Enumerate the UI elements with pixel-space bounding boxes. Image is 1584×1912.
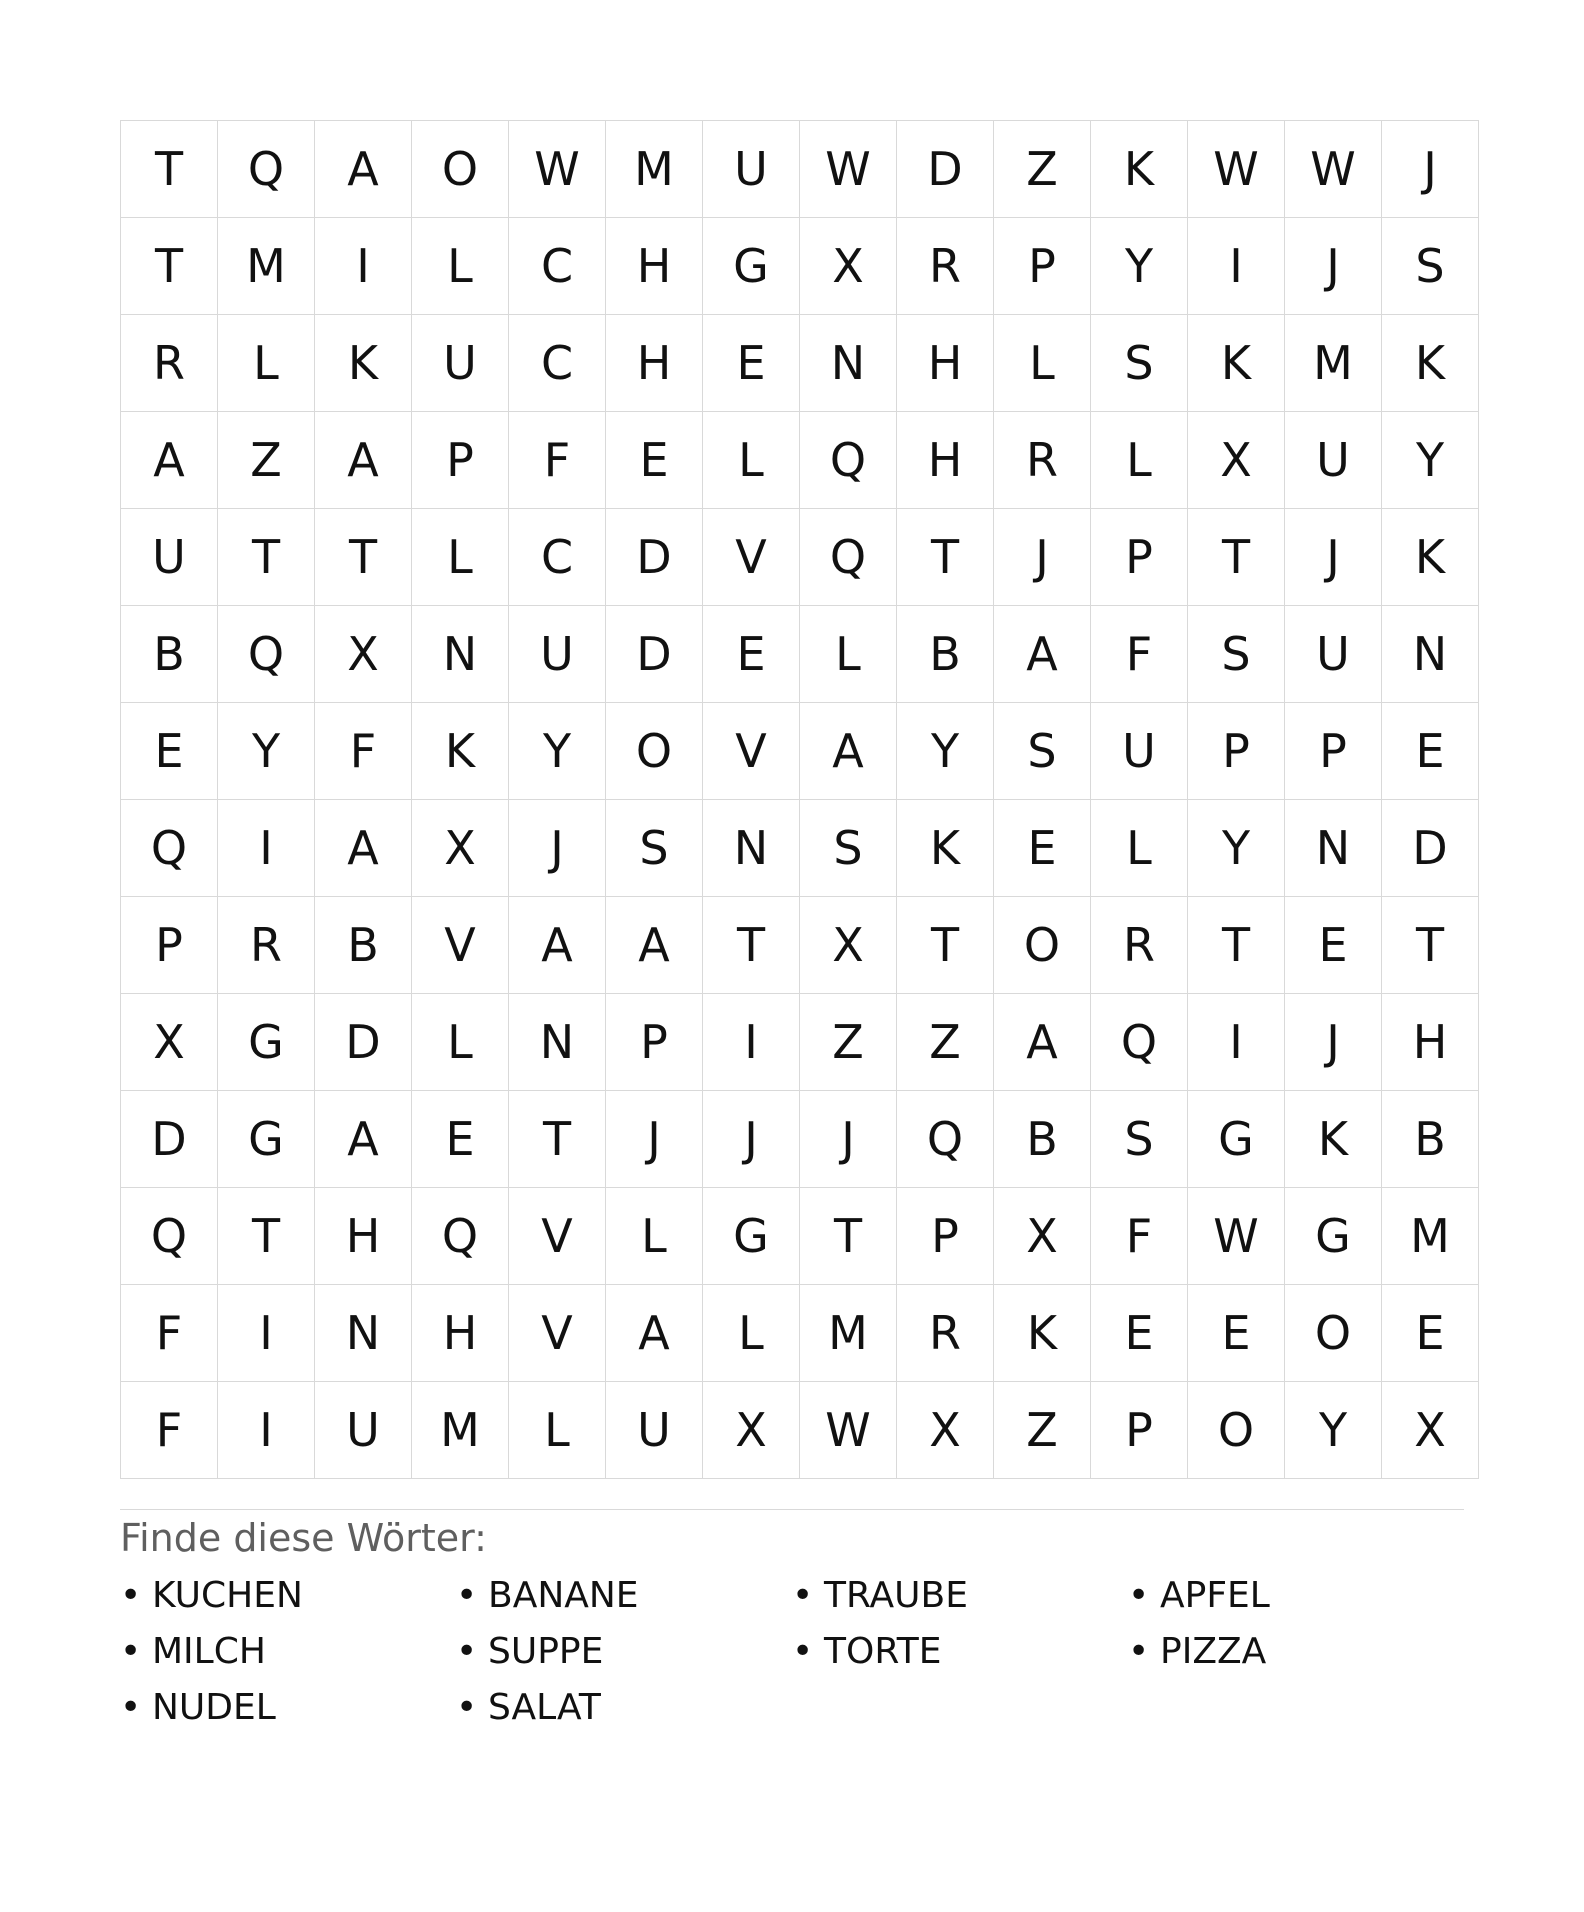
grid-cell[interactable]: B (1382, 1091, 1479, 1188)
grid-cell[interactable]: G (1285, 1188, 1382, 1285)
grid-cell[interactable]: A (994, 994, 1091, 1091)
grid-cell[interactable]: L (509, 1382, 606, 1479)
grid-cell[interactable]: K (897, 800, 994, 897)
grid-cell[interactable]: R (218, 897, 315, 994)
grid-cell[interactable]: T (315, 509, 412, 606)
grid-cell[interactable]: Q (218, 121, 315, 218)
word-list-item (792, 1576, 1128, 1616)
grid-cell[interactable]: C (509, 315, 606, 412)
grid-cell[interactable]: T (1382, 897, 1479, 994)
grid-cell[interactable]: I (218, 1285, 315, 1382)
grid-cell[interactable]: S (606, 800, 703, 897)
grid-cell[interactable]: T (509, 1091, 606, 1188)
grid-cell[interactable]: L (412, 509, 509, 606)
grid-cell[interactable]: X (703, 1382, 800, 1479)
grid-cell[interactable]: Q (800, 412, 897, 509)
grid-row (121, 606, 1479, 703)
grid-cell[interactable]: Y (1382, 412, 1479, 509)
grid-cell[interactable]: L (994, 315, 1091, 412)
grid-cell[interactable]: H (1382, 994, 1479, 1091)
bullet-icon: • (1128, 1631, 1150, 1672)
grid-cell[interactable]: M (1382, 1188, 1479, 1285)
grid-cell[interactable]: U (412, 315, 509, 412)
grid-row (121, 800, 1479, 897)
grid-cell[interactable]: J (994, 509, 1091, 606)
grid-cell[interactable]: O (1285, 1285, 1382, 1382)
grid-cell[interactable]: C (509, 218, 606, 315)
grid-cell[interactable]: U (1091, 703, 1188, 800)
bullet-icon: • (120, 1575, 142, 1616)
grid-cell[interactable]: J (606, 1091, 703, 1188)
grid-cell[interactable]: B (994, 1091, 1091, 1188)
grid-cell[interactable]: A (606, 897, 703, 994)
grid-cell[interactable]: L (218, 315, 315, 412)
grid-cell[interactable]: B (315, 897, 412, 994)
grid-cell[interactable]: P (121, 897, 218, 994)
grid-cell[interactable]: V (703, 509, 800, 606)
grid-cell[interactable]: W (509, 121, 606, 218)
word-label: APFEL (1160, 1575, 1270, 1616)
grid-cell[interactable]: W (800, 121, 897, 218)
grid-cell[interactable]: K (1091, 121, 1188, 218)
grid-cell[interactable]: Y (509, 703, 606, 800)
grid-cell[interactable]: D (1382, 800, 1479, 897)
grid-cell[interactable]: Y (1285, 1382, 1382, 1479)
grid-cell[interactable]: S (800, 800, 897, 897)
grid-cell[interactable]: A (315, 800, 412, 897)
grid-cell[interactable]: Q (121, 1188, 218, 1285)
grid-row (121, 703, 1479, 800)
grid-cell[interactable]: H (897, 412, 994, 509)
bullet-icon: • (792, 1631, 814, 1672)
grid-cell[interactable]: X (121, 994, 218, 1091)
word-label: KUCHEN (152, 1575, 303, 1616)
grid-cell[interactable]: F (121, 1382, 218, 1479)
grid-cell[interactable]: K (1285, 1091, 1382, 1188)
grid-cell[interactable]: A (315, 1091, 412, 1188)
grid-cell[interactable]: Q (800, 509, 897, 606)
grid-cell[interactable]: J (1285, 509, 1382, 606)
word-label: SUPPE (488, 1631, 604, 1672)
grid-cell[interactable]: N (315, 1285, 412, 1382)
word-list-item (456, 1632, 792, 1672)
grid-cell[interactable]: P (412, 412, 509, 509)
grid-cell[interactable]: V (412, 897, 509, 994)
grid-cell[interactable]: E (1382, 1285, 1479, 1382)
grid-cell[interactable]: D (606, 509, 703, 606)
grid-cell[interactable]: Q (121, 800, 218, 897)
word-list-item (456, 1688, 792, 1728)
grid-cell[interactable]: K (1382, 315, 1479, 412)
grid-cell[interactable]: E (1285, 897, 1382, 994)
grid-cell[interactable]: S (1382, 218, 1479, 315)
grid-cell[interactable]: J (703, 1091, 800, 1188)
grid-cell[interactable]: U (509, 606, 606, 703)
grid-cell[interactable]: R (121, 315, 218, 412)
grid-cell[interactable]: P (1188, 703, 1285, 800)
grid-cell[interactable]: P (994, 218, 1091, 315)
grid-cell[interactable]: S (1091, 1091, 1188, 1188)
bullet-icon: • (120, 1687, 142, 1728)
grid-cell[interactable]: A (121, 412, 218, 509)
grid-cell[interactable]: D (121, 1091, 218, 1188)
grid-cell[interactable]: R (1091, 897, 1188, 994)
word-list-item (1128, 1576, 1464, 1616)
grid-cell[interactable]: B (897, 606, 994, 703)
grid-cell[interactable]: T (897, 897, 994, 994)
grid-cell[interactable]: L (1091, 800, 1188, 897)
grid-cell[interactable]: X (1188, 412, 1285, 509)
grid-row (121, 315, 1479, 412)
grid-cell[interactable]: U (606, 1382, 703, 1479)
word-list-item (120, 1576, 456, 1616)
word-list (120, 1576, 1464, 1728)
grid-cell[interactable]: H (315, 1188, 412, 1285)
grid-cell[interactable]: S (1188, 606, 1285, 703)
grid-cell[interactable]: P (1285, 703, 1382, 800)
word-list-item (792, 1632, 1128, 1672)
grid-cell[interactable]: U (1285, 412, 1382, 509)
grid-cell[interactable]: U (1285, 606, 1382, 703)
grid-cell[interactable]: T (897, 509, 994, 606)
grid-row (121, 218, 1479, 315)
grid-cell[interactable]: X (1382, 1382, 1479, 1479)
grid-cell[interactable]: F (121, 1285, 218, 1382)
grid-cell[interactable]: Y (1091, 218, 1188, 315)
grid-cell[interactable]: X (412, 800, 509, 897)
grid-cell[interactable]: E (121, 703, 218, 800)
grid-cell[interactable]: A (315, 121, 412, 218)
bullet-icon: • (456, 1575, 478, 1616)
grid-cell[interactable]: F (1091, 1188, 1188, 1285)
grid-cell[interactable]: H (412, 1285, 509, 1382)
grid-cell[interactable]: K (412, 703, 509, 800)
grid-cell[interactable]: T (703, 897, 800, 994)
grid-cell[interactable]: P (897, 1188, 994, 1285)
grid-cell[interactable]: J (1285, 218, 1382, 315)
grid-cell[interactable]: K (1382, 509, 1479, 606)
grid-cell[interactable]: W (800, 1382, 897, 1479)
grid-cell[interactable]: K (994, 1285, 1091, 1382)
grid-cell[interactable]: F (315, 703, 412, 800)
word-label: SALAT (488, 1687, 601, 1728)
grid-cell[interactable]: X (800, 218, 897, 315)
word-label: BANANE (488, 1575, 639, 1616)
grid-cell[interactable]: M (1285, 315, 1382, 412)
grid-cell[interactable]: R (897, 218, 994, 315)
grid-cell[interactable]: G (1188, 1091, 1285, 1188)
grid-cell[interactable]: Q (1091, 994, 1188, 1091)
grid-cell[interactable]: U (315, 1382, 412, 1479)
grid-cell[interactable]: U (703, 121, 800, 218)
word-list-item (456, 1576, 792, 1616)
grid-cell[interactable]: O (412, 121, 509, 218)
grid-cell[interactable]: X (994, 1188, 1091, 1285)
grid-cell[interactable]: A (994, 606, 1091, 703)
grid-cell[interactable]: Z (800, 994, 897, 1091)
grid-cell[interactable]: T (121, 218, 218, 315)
grid-cell[interactable]: L (800, 606, 897, 703)
grid-cell[interactable]: E (703, 315, 800, 412)
grid-cell[interactable]: H (606, 315, 703, 412)
grid-row (121, 412, 1479, 509)
grid-cell[interactable]: H (897, 315, 994, 412)
grid-cell[interactable]: Q (218, 606, 315, 703)
grid-cell[interactable]: Q (412, 1188, 509, 1285)
word-list-item (120, 1632, 456, 1672)
grid-cell[interactable]: I (1188, 994, 1285, 1091)
grid-cell[interactable]: J (1285, 994, 1382, 1091)
grid-cell[interactable]: J (800, 1091, 897, 1188)
grid-cell[interactable]: J (509, 800, 606, 897)
grid-cell[interactable]: C (509, 509, 606, 606)
grid-cell[interactable]: Y (897, 703, 994, 800)
grid-cell[interactable]: B (121, 606, 218, 703)
grid-cell[interactable]: R (994, 412, 1091, 509)
grid-cell[interactable]: A (800, 703, 897, 800)
grid-cell[interactable]: L (412, 218, 509, 315)
grid-cell[interactable]: Z (994, 121, 1091, 218)
grid-cell[interactable]: O (1188, 1382, 1285, 1479)
grid-row (121, 1188, 1479, 1285)
grid-cell[interactable]: A (606, 1285, 703, 1382)
grid-cell[interactable]: N (800, 315, 897, 412)
grid-cell[interactable]: H (606, 218, 703, 315)
grid-cell[interactable]: E (1091, 1285, 1188, 1382)
grid-cell[interactable]: P (606, 994, 703, 1091)
grid-cell[interactable]: X (800, 897, 897, 994)
grid-cell[interactable]: S (1091, 315, 1188, 412)
grid-cell[interactable]: Z (897, 994, 994, 1091)
grid-cell[interactable]: I (218, 800, 315, 897)
grid-cell[interactable]: T (1188, 509, 1285, 606)
grid-cell[interactable]: V (509, 1285, 606, 1382)
grid-cell[interactable]: T (218, 509, 315, 606)
grid-cell[interactable]: Z (218, 412, 315, 509)
grid-cell[interactable]: N (703, 800, 800, 897)
grid-row (121, 994, 1479, 1091)
grid-cell[interactable]: L (703, 1285, 800, 1382)
grid-cell[interactable]: J (1382, 121, 1479, 218)
grid-cell[interactable]: F (1091, 606, 1188, 703)
grid-cell[interactable]: D (606, 606, 703, 703)
grid-row (121, 121, 1479, 218)
bullet-icon: • (1128, 1575, 1150, 1616)
grid-cell[interactable]: G (703, 1188, 800, 1285)
grid-cell[interactable]: T (218, 1188, 315, 1285)
word-label: MILCH (152, 1631, 266, 1672)
grid-cell[interactable]: E (703, 606, 800, 703)
word-label: NUDEL (152, 1687, 276, 1728)
grid-cell[interactable]: Y (218, 703, 315, 800)
grid-cell[interactable]: N (1382, 606, 1479, 703)
grid-cell[interactable]: X (315, 606, 412, 703)
grid-cell[interactable]: A (315, 412, 412, 509)
grid-cell[interactable]: I (315, 218, 412, 315)
grid-cell[interactable]: P (1091, 509, 1188, 606)
grid-cell[interactable]: T (121, 121, 218, 218)
grid-cell[interactable]: E (1188, 1285, 1285, 1382)
grid-cell[interactable]: D (897, 121, 994, 218)
grid-cell[interactable]: N (412, 606, 509, 703)
grid-row (121, 1091, 1479, 1188)
grid-cell[interactable]: Q (897, 1091, 994, 1188)
grid-row (121, 897, 1479, 994)
grid-cell[interactable]: I (703, 994, 800, 1091)
grid-cell[interactable]: M (412, 1382, 509, 1479)
grid-row (121, 1285, 1479, 1382)
grid-cell[interactable]: N (1285, 800, 1382, 897)
grid-row (121, 1382, 1479, 1479)
bullet-icon: • (456, 1687, 478, 1728)
grid-cell[interactable]: R (897, 1285, 994, 1382)
grid-cell[interactable]: I (218, 1382, 315, 1479)
grid-cell[interactable]: Z (994, 1382, 1091, 1479)
grid-cell[interactable]: L (606, 1188, 703, 1285)
grid-cell[interactable]: K (315, 315, 412, 412)
instruction-text: Finde diese Wörter: (120, 1516, 487, 1560)
bullet-icon: • (456, 1631, 478, 1672)
grid-cell[interactable]: M (606, 121, 703, 218)
word-label: PIZZA (1160, 1631, 1267, 1672)
grid-cell[interactable]: E (412, 1091, 509, 1188)
grid-cell[interactable]: W (1188, 121, 1285, 218)
grid-cell[interactable]: D (315, 994, 412, 1091)
grid-cell[interactable]: O (606, 703, 703, 800)
grid-cell[interactable]: S (994, 703, 1091, 800)
grid-cell[interactable]: L (703, 412, 800, 509)
grid-cell[interactable]: F (509, 412, 606, 509)
word-label: TORTE (824, 1631, 942, 1672)
bullet-icon: • (120, 1631, 142, 1672)
grid-cell[interactable]: M (800, 1285, 897, 1382)
grid-cell[interactable]: W (1285, 121, 1382, 218)
word-label: TRAUBE (824, 1575, 968, 1616)
grid-cell[interactable]: L (1091, 412, 1188, 509)
grid-cell[interactable]: W (1188, 1188, 1285, 1285)
grid-cell[interactable]: V (509, 1188, 606, 1285)
grid-cell[interactable]: T (1188, 897, 1285, 994)
bullet-icon: • (792, 1575, 814, 1616)
grid-cell[interactable]: G (218, 1091, 315, 1188)
grid-cell[interactable]: V (703, 703, 800, 800)
grid-row (121, 509, 1479, 606)
grid-cell[interactable]: K (1188, 315, 1285, 412)
grid-cell[interactable]: O (994, 897, 1091, 994)
letter-grid (120, 120, 1479, 1479)
grid-cell[interactable]: X (897, 1382, 994, 1479)
word-list-item (1128, 1632, 1464, 1672)
grid-cell[interactable]: Y (1188, 800, 1285, 897)
word-search-puzzle (120, 120, 1464, 1728)
grid-cell[interactable]: N (509, 994, 606, 1091)
grid-cell[interactable]: I (1188, 218, 1285, 315)
word-list-item (120, 1688, 456, 1728)
grid-cell[interactable]: G (703, 218, 800, 315)
grid-cell[interactable]: E (994, 800, 1091, 897)
divider (120, 1509, 1464, 1510)
grid-cell[interactable]: L (412, 994, 509, 1091)
grid-cell[interactable]: M (218, 218, 315, 315)
grid-cell[interactable]: E (1382, 703, 1479, 800)
grid-cell[interactable]: U (121, 509, 218, 606)
grid-cell[interactable]: P (1091, 1382, 1188, 1479)
grid-cell[interactable]: A (509, 897, 606, 994)
grid-cell[interactable]: T (800, 1188, 897, 1285)
grid-cell[interactable]: E (606, 412, 703, 509)
grid-cell[interactable]: G (218, 994, 315, 1091)
